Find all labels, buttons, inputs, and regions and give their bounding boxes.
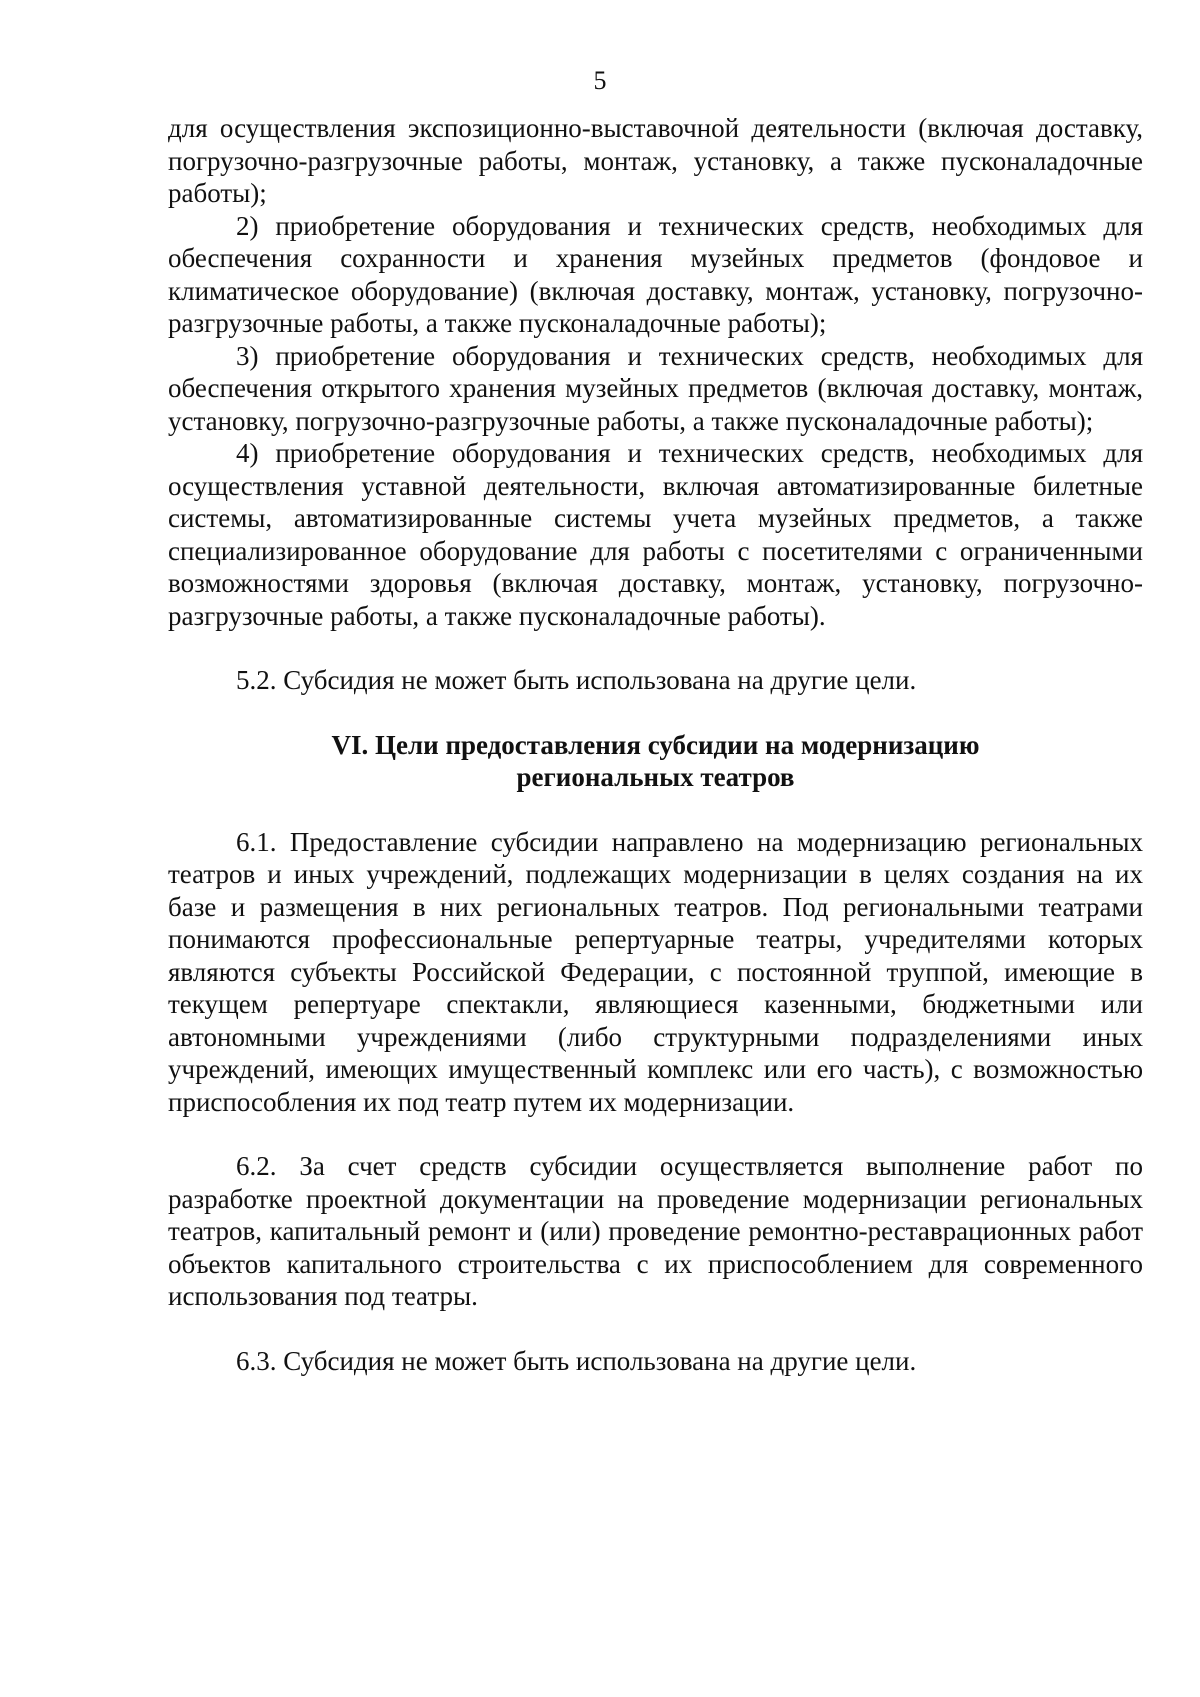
clause-6-1: 6.1. Предоставление субсидии направлено на модернизацию региональных театров и иных учреждений, подлежащих модернизации в целях создания на их базе и размещения в них региональных театров. Под региональными театрами понимаются профессиональные репертуарные театры, учредителями которых являются субъекты Российской Федерации, с постоянной труппой, имеющие в текущем репертуаре спектакли, являющиеся казенными, бюджетными или автономными учреждениями (либо структурными подразделениями иных учреждений, имеющих имущественный комплекс или его часть), с возможностью приспособления их под театр путем их модернизации.	[168, 826, 1143, 1117]
section-6-heading-line-2: региональных театров	[516, 762, 795, 792]
paragraph-continuation: для осуществления экспозиционно-выставочной деятельности (включая доставку, погрузочно-разгрузочные работы, монтаж, установку, а также пусконаладочные работы);	[168, 113, 1143, 208]
list-item-2: 2) приобретение оборудования и технических средств, необходимых для обеспечения сохранности и хранения музейных предметов (фондовое и климатическое оборудование) (включая доставку, монтаж, установку, погрузочно-разгрузочные работы, а также пусконаладочные работы);	[168, 210, 1143, 338]
list-item-3: 3) приобретение оборудования и технических средств, необходимых для обеспечения открытого хранения музейных предметов (включая доставку, монтаж, установку, погрузочно-разгрузочные работы, а также пусконаладочные работы);	[168, 340, 1143, 436]
clause-5-2: 5.2. Субсидия не может быть использована на другие цели.	[236, 665, 917, 695]
list-item-4: 4) приобретение оборудования и технических средств, необходимых для осуществления уставной деятельности, включая автоматизированные билетные системы, автоматизированные системы учета музейных предметов, а также специализированное оборудование для работы с посетителями с ограниченными возможностями здоровья (включая доставку, монтаж, установку, погрузочно-разгрузочные работы, а также пусконаладочные работы).	[168, 438, 1143, 631]
clause-6-3: 6.3. Субсидия не может быть использована на другие цели.	[236, 1345, 917, 1376]
page-number: 5	[593, 66, 607, 95]
document-body	[168, 112, 1143, 1377]
section-6-heading-line-1: VI. Цели предоставления субсидии на модернизацию	[331, 729, 980, 760]
section-6-heading	[168, 729, 1143, 794]
clause-6-2: 6.2. За счет средств субсидии осуществляется выполнение работ по разработке проектной документации на проведение модернизации региональных театров, капитальный ремонт и (или) проведение ремонтно-реставрационных работ объектов капитального строительства с их приспособлением для современного использования под театры.	[168, 1151, 1143, 1311]
